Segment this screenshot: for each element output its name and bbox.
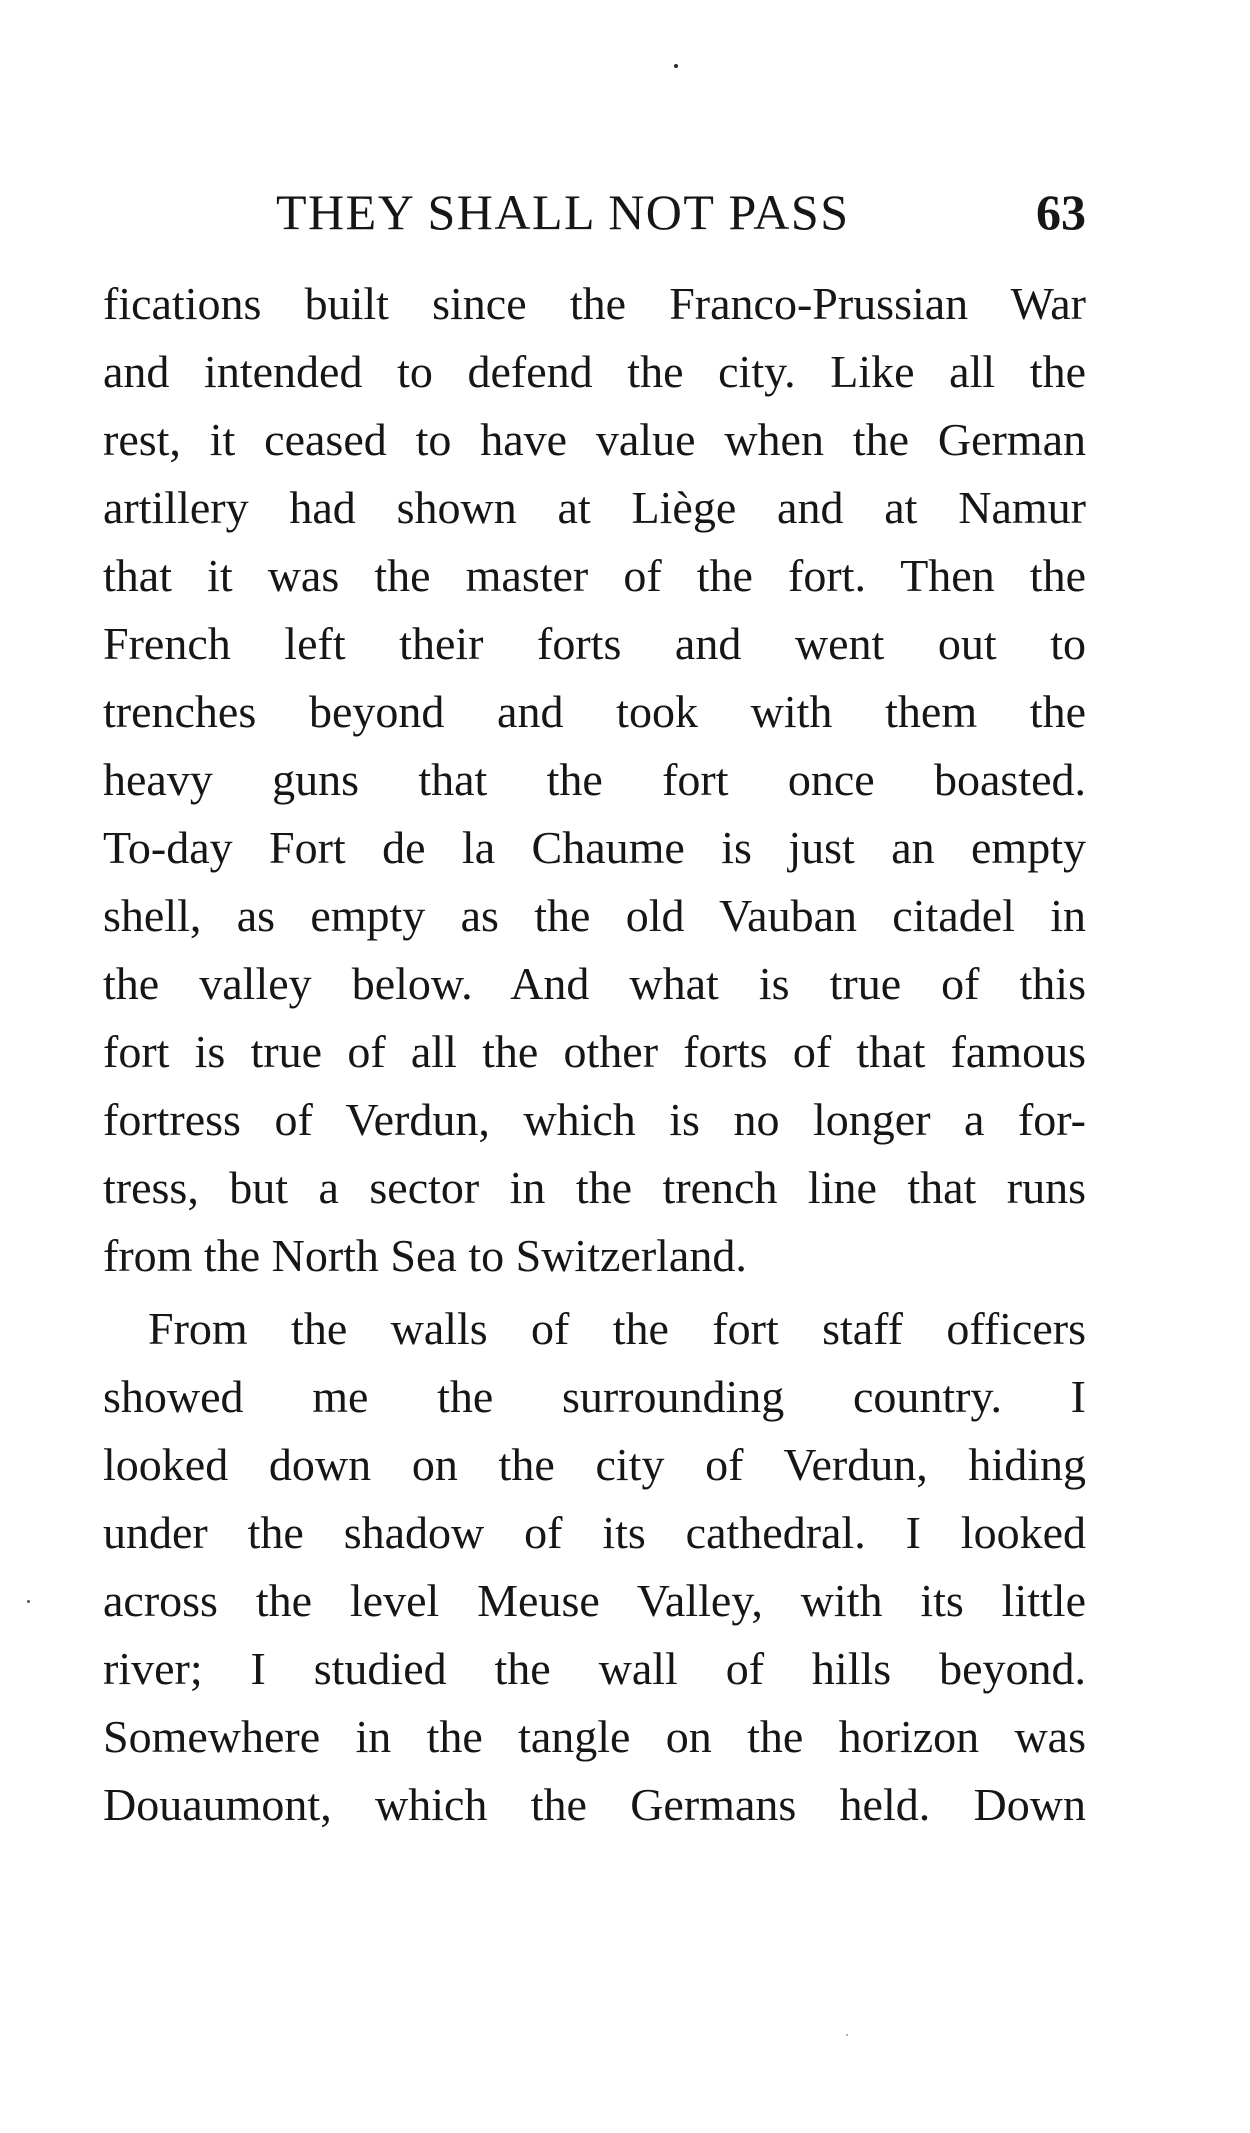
text-line: the valley below. And what is true of this xyxy=(103,958,1086,1009)
text-line: fications built since the Franco-Prussian War xyxy=(103,278,1086,329)
text-line: showed me the surrounding country. I xyxy=(103,1371,1086,1422)
text-line: looked down on the city of Verdun, hiding xyxy=(103,1439,1086,1490)
text-line: from the North Sea to Switzerland. xyxy=(103,1230,747,1281)
text-line: tress, but a sector in the trench line that runs xyxy=(103,1162,1086,1213)
text-line: fortress of Verdun, which is no longer a for- xyxy=(103,1094,1086,1145)
text-line: under the shadow of its cathedral. I looked xyxy=(103,1507,1086,1558)
text-line: that it was the master of the fort. Then the xyxy=(103,550,1086,601)
running-header xyxy=(276,182,1086,242)
text-line: artillery had shown at Liège and at Namur xyxy=(103,482,1086,533)
running-title: THEY SHALL NOT PASS xyxy=(276,184,850,240)
ink-speck xyxy=(846,2034,848,2036)
ink-speck xyxy=(674,64,678,68)
text-line: shell, as empty as the old Vauban citadel in xyxy=(103,890,1086,941)
text-line: To-day Fort de la Chaume is just an empty xyxy=(103,822,1086,873)
text-line: From the walls of the fort staff officers xyxy=(148,1303,1086,1354)
ink-speck xyxy=(27,1600,30,1603)
text-line: trenches beyond and took with them the xyxy=(103,686,1086,737)
text-line: heavy guns that the fort once boasted. xyxy=(103,754,1086,805)
text-line: Somewhere in the tangle on the horizon was xyxy=(103,1711,1086,1762)
body-text xyxy=(103,270,1086,1839)
text-line: and intended to defend the city. Like all the xyxy=(103,346,1086,397)
page-number: 63 xyxy=(1036,184,1086,240)
paragraph xyxy=(103,1295,1086,1839)
text-line: fort is true of all the other forts of that famous xyxy=(103,1026,1086,1077)
text-line: across the level Meuse Valley, with its little xyxy=(103,1575,1086,1626)
text-line: Douaumont, which the Germans held. Down xyxy=(103,1779,1086,1830)
text-line: French left their forts and went out to xyxy=(103,618,1086,669)
text-line: river; I studied the wall of hills beyond. xyxy=(103,1643,1086,1694)
text-line: rest, it ceased to have value when the German xyxy=(103,414,1086,465)
paragraph xyxy=(103,270,1086,1290)
